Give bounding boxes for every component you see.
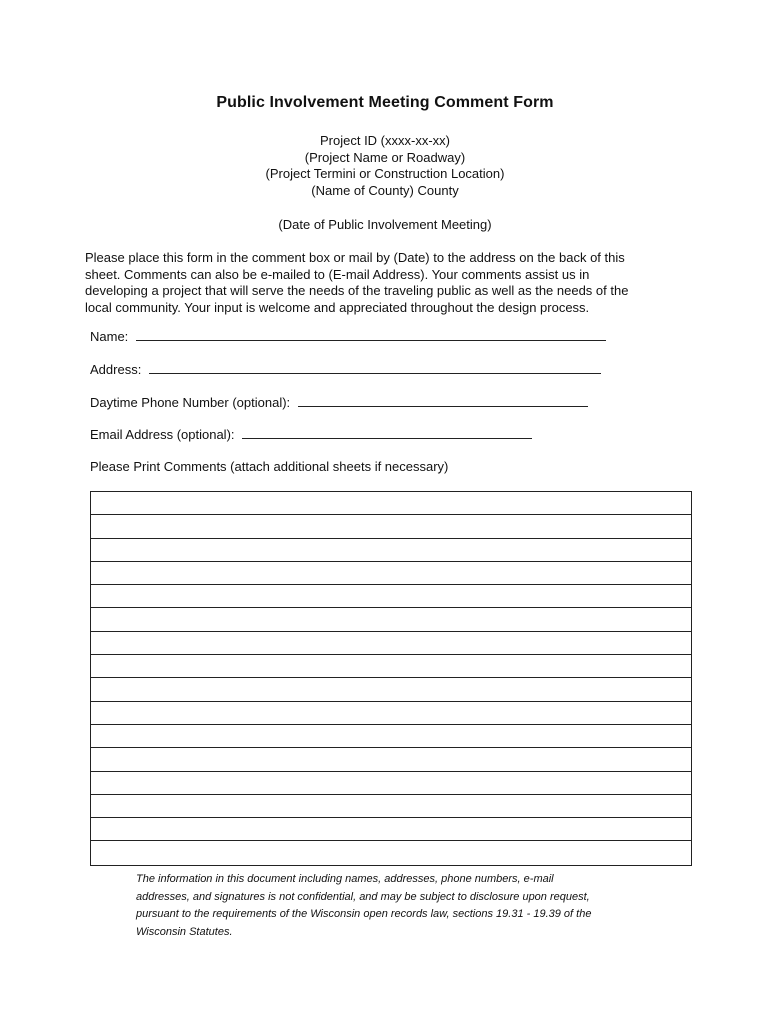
intro-line: developing a project that will serve the needs of the traveling public as well as the needs of the bbox=[85, 283, 629, 299]
disclaimer-line: pursuant to the requirements of the Wisconsin open records law, sections 19.31 - 19.39 of the bbox=[136, 908, 592, 920]
comments-box[interactable] bbox=[90, 491, 692, 866]
name-blank-line[interactable] bbox=[136, 328, 606, 341]
phone-label: Daytime Phone Number (optional): bbox=[90, 395, 291, 410]
comment-line[interactable] bbox=[91, 818, 691, 841]
comment-line[interactable] bbox=[91, 725, 691, 748]
intro-line: Please place this form in the comment box or mail by (Date) to the address on the back of this bbox=[85, 250, 625, 265]
comment-line[interactable] bbox=[91, 608, 691, 631]
intro-line: local community. Your input is welcome and appreciated throughout the design process. bbox=[85, 299, 590, 315]
comment-line[interactable] bbox=[91, 585, 691, 608]
address-field-row bbox=[90, 361, 601, 377]
name-label: Name: bbox=[90, 329, 129, 344]
project-location-line: (Project Termini or Construction Location) bbox=[265, 166, 505, 182]
phone-blank-line[interactable] bbox=[298, 394, 588, 407]
disclaimer-text bbox=[136, 871, 676, 941]
intro-line: sheet. Comments can also be e-mailed to (E-mail Address). Your comments assist us in bbox=[85, 266, 590, 282]
comment-line[interactable] bbox=[91, 492, 691, 515]
comment-line[interactable] bbox=[91, 702, 691, 725]
meeting-date-line: (Date of Public Involvement Meeting) bbox=[278, 217, 492, 232]
form-title: Public Involvement Meeting Comment Form bbox=[216, 94, 554, 111]
disclaimer-line: Wisconsin Statutes. bbox=[136, 925, 233, 938]
intro-paragraph bbox=[85, 250, 685, 316]
project-name-line: (Project Name or Roadway) bbox=[304, 149, 466, 165]
comment-line[interactable] bbox=[91, 748, 691, 771]
project-id-line: Project ID (xxxx-xx-xx) bbox=[320, 133, 450, 148]
comment-line[interactable] bbox=[91, 515, 691, 538]
project-header bbox=[0, 133, 770, 199]
comment-line[interactable] bbox=[91, 539, 691, 562]
comment-line[interactable] bbox=[91, 772, 691, 795]
county-line: (Name of County) County bbox=[311, 182, 459, 198]
phone-field-row bbox=[90, 394, 588, 410]
address-label: Address: bbox=[90, 362, 142, 377]
disclaimer-line: addresses, and signatures is not confidential, and may be subject to disclosure upon request, bbox=[136, 890, 590, 903]
disclaimer-line: The information in this document including names, addresses, phone numbers, e-mail bbox=[136, 873, 554, 885]
email-blank-line[interactable] bbox=[242, 426, 532, 439]
comments-label: Please Print Comments (attach additional sheets if necessary) bbox=[90, 459, 449, 474]
comment-line[interactable] bbox=[91, 795, 691, 818]
comment-line[interactable] bbox=[91, 562, 691, 585]
comment-line[interactable] bbox=[91, 632, 691, 655]
email-field-row bbox=[90, 426, 532, 442]
comment-line[interactable] bbox=[91, 678, 691, 701]
email-label: Email Address (optional): bbox=[90, 427, 235, 442]
address-blank-line[interactable] bbox=[149, 361, 601, 374]
name-field-row bbox=[90, 328, 606, 344]
comment-line[interactable] bbox=[91, 841, 691, 864]
comment-line[interactable] bbox=[91, 655, 691, 678]
